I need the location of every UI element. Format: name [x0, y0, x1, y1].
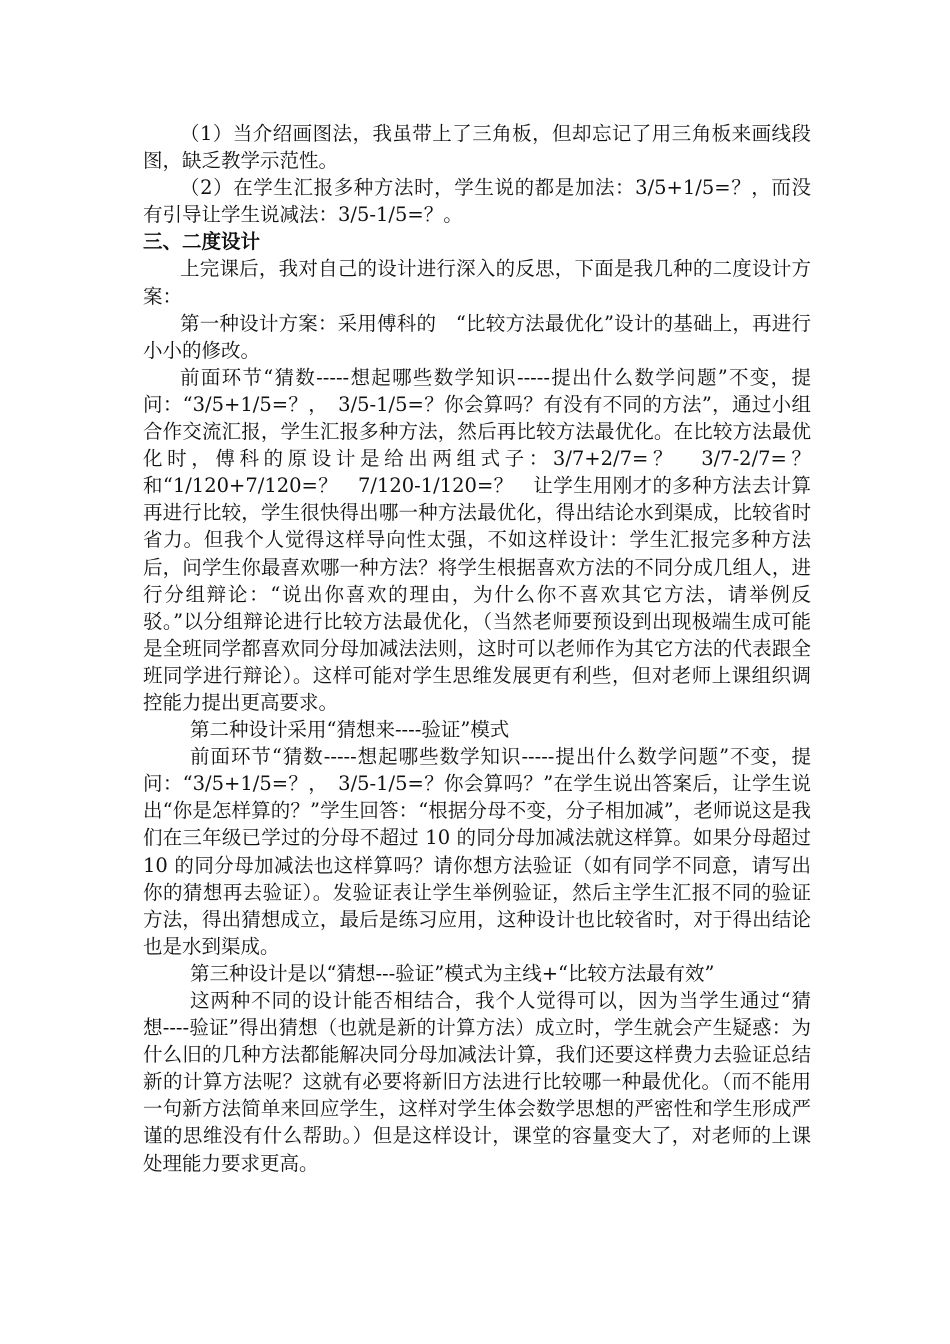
section-heading: 三、二度设计 [143, 230, 261, 254]
paragraph-reflection-2: （2）在学生汇报多种方法时，学生说的都是加法：3/5+1/5=？，而没有引导让学生说减法：3/5-1/5=？。 [143, 176, 811, 227]
paragraph-design-1-body: 前面环节“猜数-----想起哪些数学知识-----提出什么数学问题”不变，提问：“3/5+1/5=？， 3/5-1/5=？你会算吗？有没有不同的方法”，通过小组合作交流汇报，学生汇报多种方法，然后再比较方法最优化。在比较方法最优化时，傅科的原设计是给出两组式子：3/7+2/7=？ 3/7-2/7=？和“1/120+7/120=？ 7/120-1/120=？ 让学生用刚才的多种方法去计算再进行比较，学生很快得出哪一种方法最优化，得出结论水到渠成，比较省时省力。但我个人觉得这样导向性太强，不如这样设计：学生汇报完多种方法后，问学生你最喜欢哪一种方法？将学生根据喜欢方法的不同分成几组人，进行分组辩论：“说出你喜欢的理由，为什么你不喜欢其它方法，请举例反驳。”以分组辩论进行比较方法最优化，（当然老师要预设到出现极端生成可能是全班同学都喜欢同分母加减法法则，这时可以老师作为其它方法的代表跟全班同学进行辩论）。这样可能对学生思维发展更有利些，但对老师上课组织调控能力提出更高要求。 [143, 365, 811, 714]
paragraph-design-3-body: 这两种不同的设计能否相结合，我个人觉得可以，因为当学生通过“猜想----验证”得出猜想（也就是新的计算方法）成立时，学生就会产生疑惑：为什么旧的几种方法都能解决同分母加减法计算，我们还要这样费力去验证总结新的计算方法呢？这就有必要将新旧方法进行比较哪一种最优化。（而不能用一句新方法简单来回应学生，这样对学生体会数学思想的严密性和学生形成严谨的思维没有什么帮助。）但是这样设计，课堂的容量变大了，对老师的上课处理能力要求更高。 [143, 989, 811, 1175]
paragraph-design-2-body: 前面环节“猜数-----想起哪些数学知识-----提出什么数学问题”不变，提问：“3/5+1/5=？， 3/5-1/5=？你会算吗？”在学生说出答案后，让学生说出“你是怎样算的？”学生回答：“根据分母不变，分子相加减”，老师说这是我们在三年级已学过的分母不超过 10 的同分母加减法就这样算。如果分母超过 10 的同分母加减法也这样算吗？请你想方法验证（如有同学不同意，请写出你的猜想再去验证）。发验证表让学生举例验证，然后主学生汇报不同的验证方法，得出猜想成立，最后是练习应用，这种设计也比较省时，对于得出结论也是水到渠成。 [143, 745, 811, 958]
paragraph-design-2-title: 第二种设计采用“猜想来----验证”模式 [190, 718, 510, 742]
paragraph-intro: 上完课后，我对自己的设计进行深入的反思，下面是我几种的二度设计方案： [143, 257, 811, 308]
document-page [143, 120, 811, 1177]
paragraph-design-1-title: 第一种设计方案：采用傅科的 “比较方法最优化”设计的基础上，再进行小小的修改。 [143, 311, 811, 362]
paragraph-reflection-1: （1）当介绍画图法，我虽带上了三角板，但却忘记了用三角板来画线段图，缺乏教学示范性。 [143, 122, 811, 173]
paragraph-design-3-title: 第三种设计是以“猜想---验证”模式为主线+“比较方法最有效” [190, 961, 715, 985]
